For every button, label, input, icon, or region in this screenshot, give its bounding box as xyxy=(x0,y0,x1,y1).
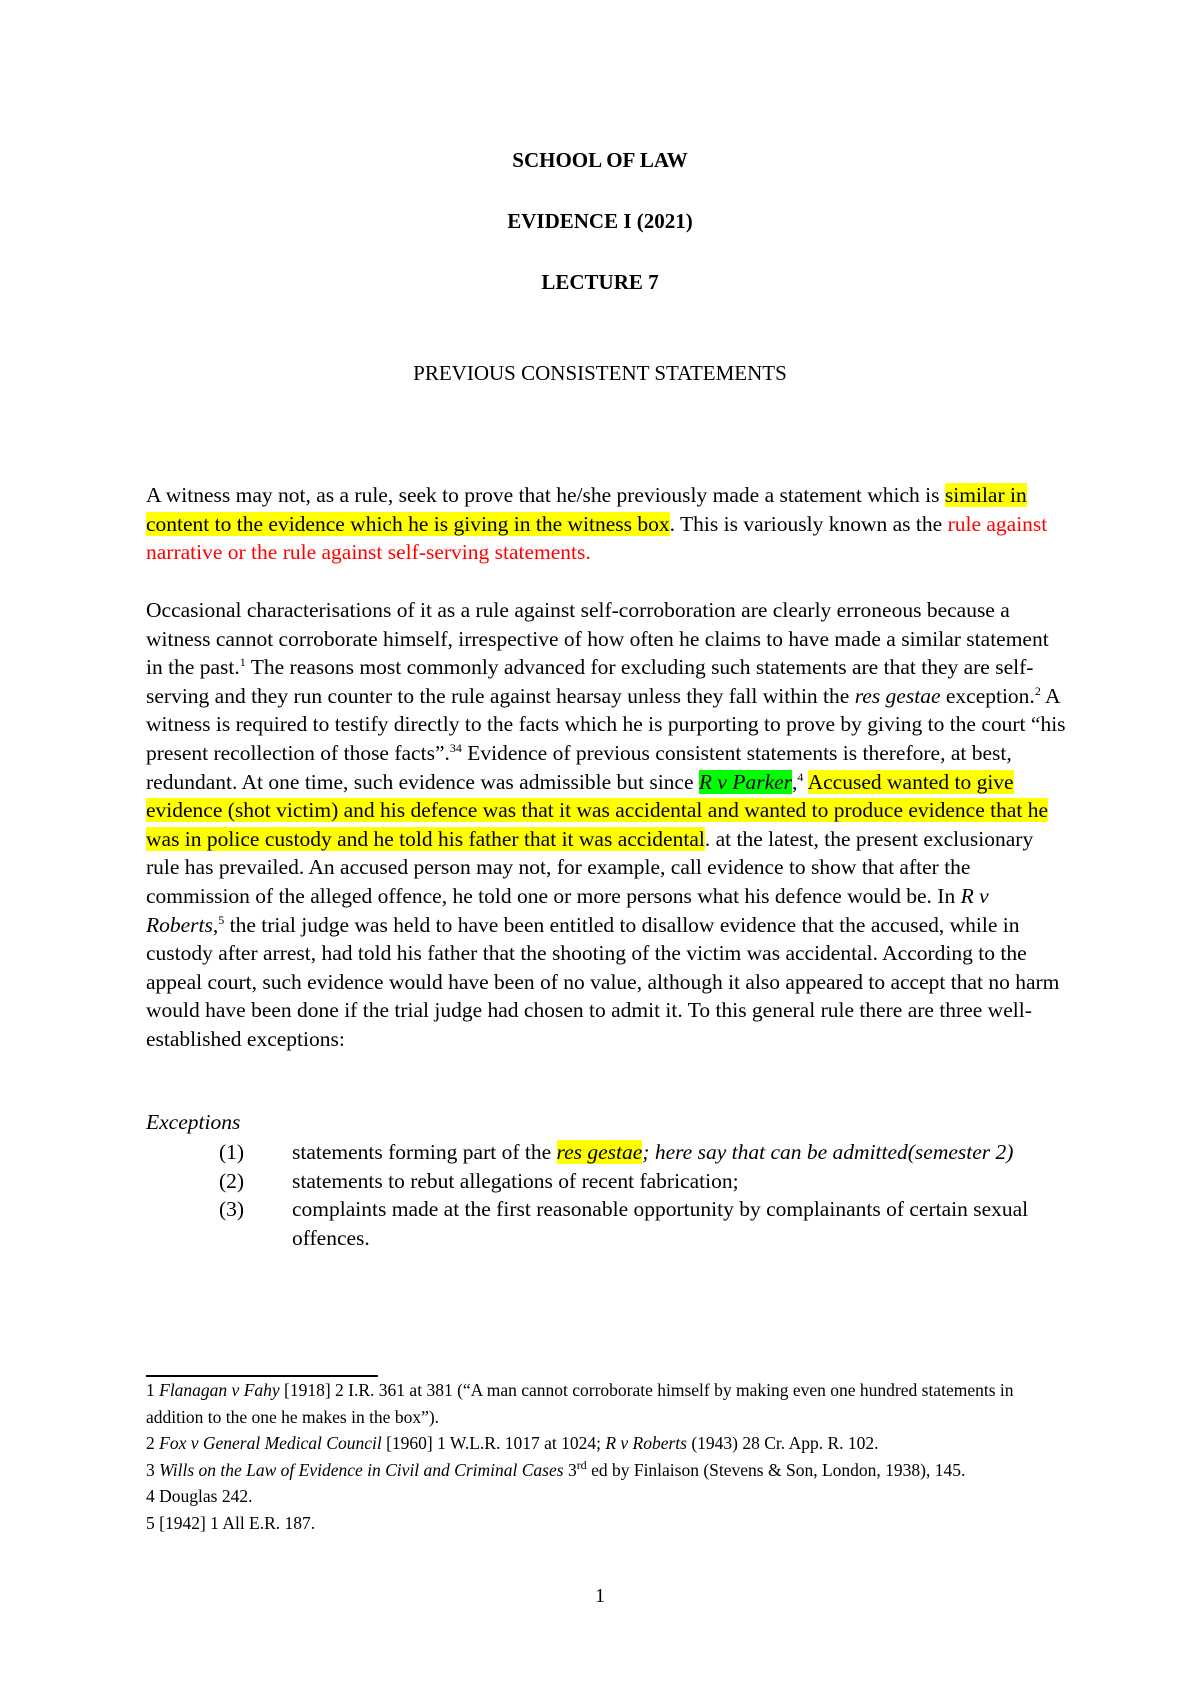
text xyxy=(803,770,807,794)
text: 1 xyxy=(146,1380,160,1400)
text: ed by Finlaison (Stevens & Son, London, 1938), 145. xyxy=(586,1459,966,1480)
list-text: statements to rebut allegations of recent fabrication; xyxy=(292,1168,739,1193)
case-name-highlight-green: R v Parker xyxy=(698,769,793,794)
case-name: R v Roberts xyxy=(146,883,989,937)
text: Evidence of previous consistent statements is therefore, at best, redundant. At one time, such evidence was admissible but since xyxy=(146,740,1012,794)
exceptions-list xyxy=(146,1138,1066,1252)
page-number: 1 xyxy=(595,1585,605,1607)
topic-heading: PREVIOUS CONSISTENT STATEMENTS xyxy=(413,361,787,385)
footnote-1 xyxy=(146,1377,1066,1430)
text: exception. xyxy=(940,683,1035,708)
course-heading: EVIDENCE I (2021) xyxy=(507,209,693,233)
footnote-ref-1[interactable]: 1 xyxy=(239,655,246,670)
text: . at the latest, the present exclusionary rule has prevailed. An accused person may not, for example, call evidence to show that after the commission of the alleged offence, he told one or more persons what his defence would be. In xyxy=(146,826,1034,908)
superscript: rd xyxy=(576,1457,587,1472)
highlight-yellow: similar in content to the evidence which he is giving in the witness box xyxy=(146,483,1027,536)
footnote-ref-4[interactable]: 4 xyxy=(797,769,804,784)
text: (1943) 28 Cr. App. R. 102. xyxy=(686,1433,879,1453)
list-number: (3) xyxy=(219,1197,245,1222)
list-number: (1) xyxy=(219,1140,245,1164)
footnote-ref-2[interactable]: 2 xyxy=(1034,683,1041,698)
list-item xyxy=(146,1138,1066,1167)
case-name: R v Roberts xyxy=(605,1433,687,1453)
text: The reasons most commonly advanced for excluding such statements are that they are self-serving and they run counter to the rule against hearsay unless they fall within the xyxy=(146,655,1034,708)
footnote-5: 5 [1942] 1 All E.R. 187. xyxy=(146,1512,316,1533)
text: . This is variously known as the xyxy=(669,511,948,536)
text: [1918] 2 I.R. 361 at 381 (“A man cannot corroborate himself by making even one hundred statements in addition to the one he makes in the box”). xyxy=(146,1380,1014,1427)
text: 3 xyxy=(563,1459,577,1480)
list-text: complaints made at the first reasonable opportunity by complainants of certain sexual offences. xyxy=(292,1197,1029,1250)
footnote-ref-5[interactable]: 5 xyxy=(218,912,225,927)
text: [1960] 1 W.L.R. 1017 at 1024; xyxy=(381,1433,606,1453)
case-name: Fox v General Medical Council xyxy=(159,1433,382,1453)
footnote-2 xyxy=(146,1430,1066,1457)
footnote-ref-34[interactable]: 34 xyxy=(449,740,462,755)
text: the trial judge was held to have been entitled to disallow evidence that the accused, while in custody after arrest, had told his father that the shooting of the victim was accidental. According to the appeal court, such evidence would have been of no value, although it also appeared to accept that no harm would have been done if the trial judge had chosen to admit it. To this general rule there are three well-established exceptions: xyxy=(146,912,1060,1051)
list-item xyxy=(146,1167,1066,1196)
italic-term: res gestae xyxy=(854,683,941,708)
list-text xyxy=(292,1138,1066,1167)
text: A witness is required to testify directly to the facts which he is purporting to prove by giving to the court “his present recollection of those facts”. xyxy=(146,683,1066,765)
paragraph-2 xyxy=(146,596,1066,1054)
book-title: Wills on the Law of Evidence in Civil and Criminal Cases xyxy=(159,1459,564,1480)
highlight-yellow: res gestae xyxy=(556,1140,643,1164)
highlight-yellow: Accused wanted to give evidence (shot victim) and his defence was that it was accidental and wanted to produce evidence that he was in police custody and he told his father that it was accidental xyxy=(146,769,1049,851)
lecture-heading: LECTURE 7 xyxy=(541,270,659,294)
case-name: Flanagan v Fahy xyxy=(159,1380,280,1400)
italic-text: ; here say that can be admitted(semester 2) xyxy=(642,1140,1014,1164)
exceptions-title: Exceptions xyxy=(146,1110,241,1134)
list-item xyxy=(146,1195,1066,1252)
red-text: rule against narrative or the rule against self-serving statements. xyxy=(146,511,1048,565)
school-heading: SCHOOL OF LAW xyxy=(512,148,688,172)
paragraph-1 xyxy=(146,481,1066,567)
list-number: (2) xyxy=(219,1168,245,1193)
text: , xyxy=(792,769,798,794)
footnotes xyxy=(146,1377,1066,1536)
text: 3 xyxy=(146,1459,160,1480)
text: statements forming part of the xyxy=(292,1140,557,1164)
text: Occasional characterisations of it as a rule against self-corroboration are clearly erroneous because a witness cannot corroborate himself, irrespective of how often he claims to have made a similar statement in the past. xyxy=(146,598,1049,680)
footnote-3 xyxy=(146,1457,1066,1484)
text: 2 xyxy=(146,1433,160,1453)
text: A witness may not, as a rule, seek to prove that he/she previously made a statement which is xyxy=(146,483,945,507)
text: , xyxy=(212,912,219,937)
footnote-4: 4 Douglas 242. xyxy=(146,1486,253,1506)
